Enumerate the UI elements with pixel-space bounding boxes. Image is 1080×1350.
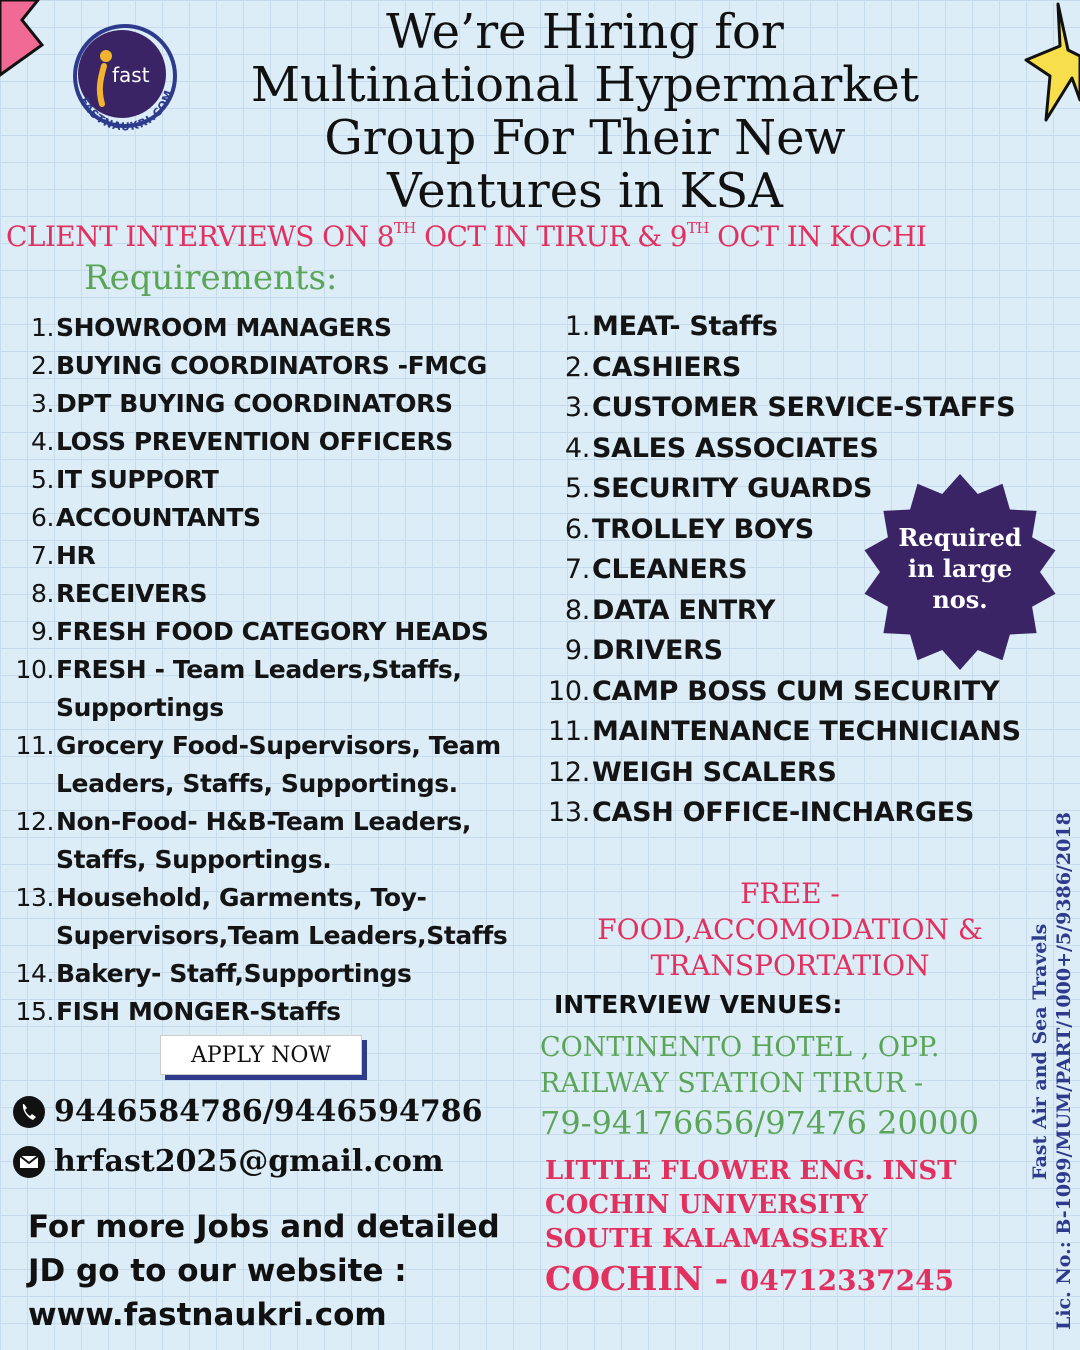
venue-city: COCHIN - [545,1259,740,1298]
requirement-number: 11. [15,731,54,760]
subtitle-text: CLIENT INTERVIEWS ON 8 [6,220,394,253]
interview-dates-banner [6,220,1076,253]
requirement-text: CASH OFFICE-INCHARGES [592,797,974,828]
requirement-text: FRESH - Team Leaders,Staffs, Supportings [56,655,462,722]
requirement-number: 5. [564,473,590,504]
requirement-text: MAINTENANCE TECHNICIANS [592,716,1021,747]
requirement-text: CASHIERS [592,351,742,383]
requirement-text: RECEIVERS [56,579,208,608]
requirement-number: 1. [30,313,54,342]
title-line: Group For Their New [324,110,846,166]
website-info [28,1205,548,1337]
venue-line: LITTLE FLOWER ENG. INST [545,1156,957,1186]
website-link[interactable]: www.fastnaukri.com [28,1297,387,1333]
requirement-number: 8. [564,594,590,626]
requirement-number: 12. [15,807,54,836]
requirement-text: WEIGH SCALERS [592,756,837,788]
apply-now-button[interactable]: APPLY NOW [160,1035,362,1075]
title-line: We’re Hiring for [386,4,784,60]
left-requirements-list [6,309,551,1031]
requirement-item [6,347,551,385]
free-line: FOOD,ACCOMODATION & [597,913,983,946]
requirement-item [6,651,551,727]
requirement-number: 7. [564,554,590,585]
email-contact[interactable] [12,1144,444,1179]
requirement-number: 12. [547,756,590,788]
badge-text [860,522,1060,615]
venue-phone: 79-94176656/97476 20000 [540,1104,979,1142]
venue-line: COCHIN UNIVERSITY [545,1190,868,1220]
free-line: FREE - [740,877,840,910]
badge-line: nos. [932,585,988,614]
requirement-item [540,307,1060,348]
free-benefits [560,876,1020,984]
requirement-item [6,575,551,613]
requirement-text: DPT BUYING COORDINATORS [56,389,453,418]
requirement-number: 8. [30,579,54,608]
requirement-text: SALES ASSOCIATES [592,432,879,464]
free-line: TRANSPORTATION [650,949,930,982]
requirement-item [6,537,551,575]
logo-brand-text: fast [112,63,150,87]
requirement-item [6,993,551,1031]
requirement-number: 10. [15,655,54,684]
requirement-text: ACCOUNTANTS [56,503,261,532]
more-line: JD go to our website : [28,1253,407,1289]
title-line: Ventures in KSA [387,163,783,219]
requirement-text: HR [56,541,96,570]
badge-line: Required [898,523,1022,552]
requirement-item [6,879,551,955]
venue-line: SOUTH KALAMASSERY [545,1224,888,1254]
requirement-item [540,429,1060,470]
license-number: Lic. No.: B-1099/MUM/PART/1000+/5/9386/2018 [1053,812,1075,1330]
requirement-number: 4. [30,427,54,456]
license-info [1028,812,1076,1330]
interview-venues-heading: INTERVIEW VENUES: [554,990,843,1019]
requirement-number: 2. [30,351,54,380]
requirement-item [540,793,1060,834]
venue-line: CONTINENTO HOTEL , OPP. [540,1032,940,1063]
requirement-text: DATA ENTRY [592,594,776,626]
license-company: Fast Air and Sea Travels [1029,923,1051,1180]
requirement-item [6,309,551,347]
requirement-number: 13. [15,883,54,912]
requirement-item [6,385,551,423]
venue-phone: 04712337245 [739,1264,955,1297]
requirement-text: FRESH FOOD CATEGORY HEADS [56,617,489,646]
requirement-text: CUSTOMER SERVICE-STAFFS [592,392,1016,423]
logo-ring-text: FASTNAUKRI.COM [77,87,176,134]
requirement-number: 1. [564,311,590,342]
requirement-text: SECURITY GUARDS [592,473,873,504]
requirement-number: 6. [564,513,590,545]
yellow-star-corner [1010,0,1080,125]
requirement-number: 13. [547,797,590,828]
phone-icon [12,1095,46,1129]
requirement-text: FISH MONGER-Staffs [56,997,341,1026]
requirement-item [540,388,1060,429]
pink-corner-shape [0,0,50,90]
requirement-item [540,672,1060,713]
requirement-text: CAMP BOSS CUM SECURITY [592,675,1000,707]
requirement-item [6,803,551,879]
requirement-text: LOSS PREVENTION OFFICERS [56,427,453,456]
title-line: Multinational Hypermarket [250,57,920,113]
requirement-number: 14. [15,959,54,988]
phone-contact[interactable] [12,1094,482,1129]
requirement-number: 6. [30,503,54,532]
requirement-item [6,423,551,461]
requirement-item [6,613,551,651]
requirement-text: IT SUPPORT [56,465,219,494]
venue-city-phone [545,1256,956,1304]
subtitle-text: OCT IN TIRUR & 9 [415,220,687,253]
page-title [200,6,970,218]
requirement-text: CLEANERS [592,554,748,585]
requirement-item [6,499,551,537]
requirement-item [540,348,1060,389]
requirement-item [6,955,551,993]
requirement-number: 7. [30,541,54,570]
requirement-text: Household, Garments, Toy-Supervisors,Team Leaders,Staffs [56,883,508,950]
requirement-text: Non-Food- H&B-Team Leaders, Staffs, Supportings. [56,807,471,874]
subtitle-sup: TH [686,218,709,237]
subtitle-sup: TH [393,218,416,237]
requirement-item [540,712,1060,753]
requirement-text: Grocery Food-Supervisors, Team Leaders, Staffs, Supportings. [56,731,501,798]
venue-line: RAILWAY STATION TIRUR - [540,1068,924,1099]
venue-cochin [545,1154,956,1304]
requirement-text: DRIVERS [592,635,723,666]
badge-line: in large [907,554,1013,583]
requirement-text: SHOWROOM MANAGERS [56,313,392,342]
requirement-text: MEAT- Staffs [592,311,778,342]
requirement-number: 3. [564,392,590,423]
email-address: hrfast2025@gmail.com [54,1144,444,1179]
more-line: For more Jobs and detailed [28,1209,500,1245]
venue-tirur [540,1030,979,1144]
requirement-number: 15. [15,997,54,1026]
requirement-text: BUYING COORDINATORS -FMCG [56,351,487,380]
requirement-number: 9. [30,617,54,646]
phone-number: 9446584786/9446594786 [54,1094,483,1129]
requirement-number: 3. [30,389,54,418]
requirement-number: 9. [564,635,590,666]
subtitle-text: OCT IN KOCHI [708,220,927,253]
requirements-heading: Requirements: [84,258,338,298]
requirement-number: 5. [30,465,54,494]
requirement-item [6,461,551,499]
requirement-item [6,727,551,803]
requirement-text: Bakery- Staff,Supportings [56,959,412,988]
requirement-text: TROLLEY BOYS [592,513,814,545]
fastnaukri-logo [60,20,190,150]
requirement-item [540,753,1060,794]
requirement-number: 11. [547,716,590,747]
mail-icon [12,1145,46,1179]
requirement-number: 10. [547,675,590,707]
requirement-number: 4. [564,432,590,464]
requirement-number: 2. [564,351,590,383]
